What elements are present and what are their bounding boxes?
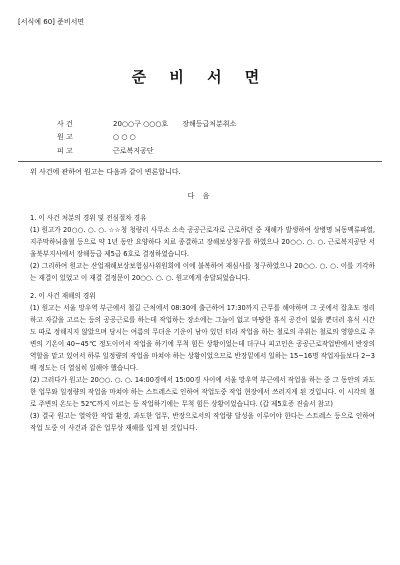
plaintiff-name: ○ ○ ○ <box>113 133 136 142</box>
paragraph: (1) 원고가 20○○. ○. ○. ☆☆청 청량리 사무소 소속 공공근로자로 근로하던 중 재해가 발생하여 상병명 뇌동맥류파열, 지주막하뇌출혈 등으로 약 1년 동안 요양하다 치료 종결하고 장해보상청구를 하였으나 20○○. ○. ○. 근로복지공단 서울북부지사에서 장해등급 제5급 6호로 결정하였습니다. <box>30 226 375 258</box>
document-body <box>30 212 375 434</box>
plaintiff-row <box>57 131 236 145</box>
case-claim: 장해등급처분취소 <box>182 119 237 128</box>
divider <box>18 161 382 162</box>
section <box>30 212 375 284</box>
paragraph: (3) 결국 원고는 열악한 작업 환경, 과도한 업무, 반장으로서의 작업량 달성을 이루어야 한다는 스트레스 등으로 인하여 작업 도중 이 사건과 같은 업무상 재해를 입게 된 것입니다. <box>30 412 375 432</box>
defendant-row <box>57 144 236 158</box>
form-number: [서식예 60] 준비서면 <box>18 18 85 26</box>
paragraph: (2) 그리하여 원고는 산업재해보상보험심사위원회에 이에 불복하여 재심사를 청구하였으나 20○○. ○. ○. 이를 기각하는 재결이 있었고 이 재결 결정문이 20○○. ○. ○. 원고에게 송달되었습니다. <box>30 262 375 282</box>
intro-text: 위 사건에 관하여 원고는 다음과 같이 변론합니다. <box>30 168 181 176</box>
section <box>30 290 375 434</box>
case-value <box>113 119 236 129</box>
case-number: 20○○구 ○○○호 <box>113 119 169 128</box>
case-label: 사 건 <box>57 119 73 128</box>
next-heading: 다 음 <box>187 192 213 200</box>
paragraph: (2) 그러다가 원고는 20○○. ○. ○. 14:00경에서 15:00경 사이에 서울 망우역 부근에서 작업을 하는 중 그 동안의 과도한 업무와 일정량의 작업을 마쳐야 하는 스트레스로 인하여 작업도중 작업 현장에서 쓰러지게 된 것입니다. 이 시각의 철로 주변의 온도는 52℃까지 이르는 등 작업하기에는 무척 힘든 상황이었습니다. (갑 제5호증 진술서 참고) <box>30 376 375 408</box>
case-info <box>57 117 236 158</box>
section-heading: 1. 이 사건 처분의 경위 및 전심절차 경유 <box>30 214 147 222</box>
defendant-label: 피 고 <box>57 146 73 155</box>
case-row <box>57 117 236 131</box>
document-title: 준 비 서 면 <box>131 68 269 86</box>
defendant-name: 근로복지공단 <box>113 146 154 155</box>
section-heading: 2. 이 사건 재해의 경위 <box>30 292 96 300</box>
paragraph: (1) 원고는 서울 망우역 부근에서 철길 근처에서 08:30에 출근하여 17:30까지 근무를 해야하며 그 곳에서 잡초도 정리하고 자갈을 고르는 등의 공공근로를 하는데 작업하는 장소에는 그늘이 없고 마땅한 휴식 공간이 없을 뿐더러 휴식 시간도 따로 정해지지 않았으며 당시는 여름의 무더운 기운이 남아 있던 터라 작업을 하는 철로의 주위는 철로의 영향으로 주변의 기온이 40~45℃ 정도이어서 작업을 하기에 무척 힘든 상황이었는데 더구나 피고인은 공공근로작업반에서 반장의 역할을 맡고 있어서 하루 일정량의 작업을 마쳐야 하는 상황이었으므로 반장밑에서 일하는 15~16명 작업자들보다 2~3배 정도는 더 열심히 일해야 했습니다. <box>30 304 375 372</box>
plaintiff-label: 원 고 <box>57 133 73 142</box>
